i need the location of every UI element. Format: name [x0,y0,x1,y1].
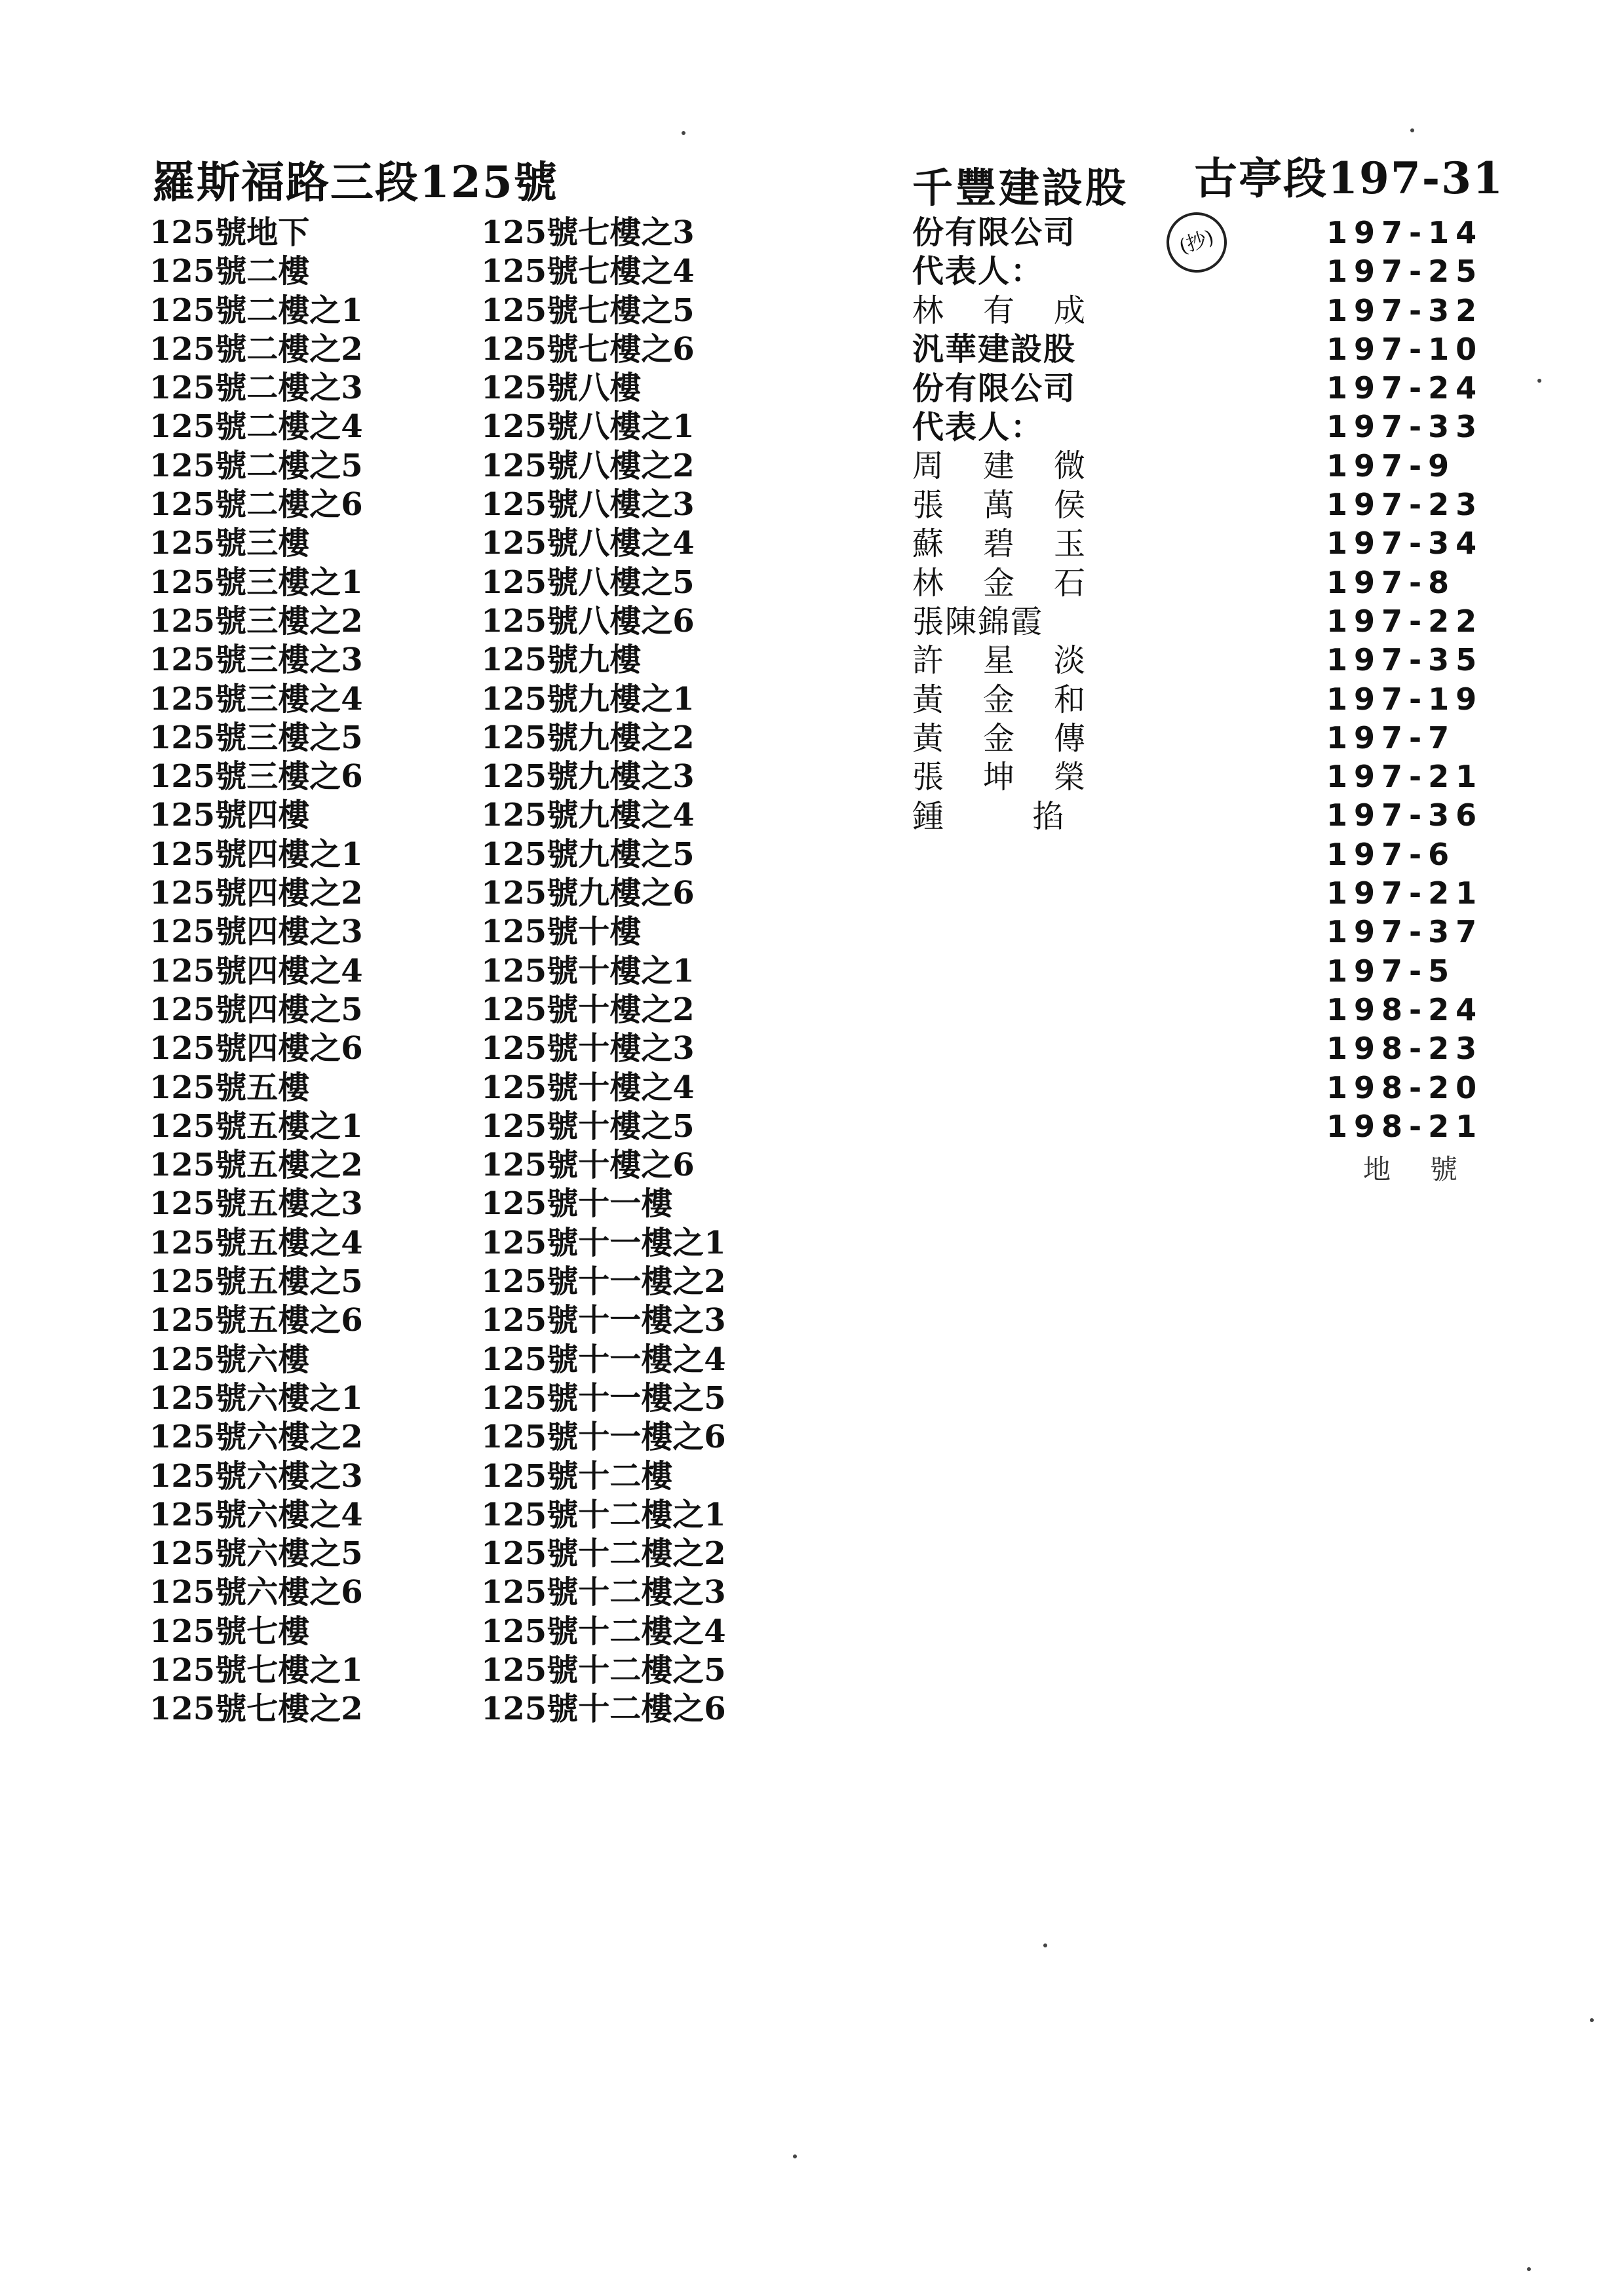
lot-number: 197-24 [1326,370,1484,406]
address-entry: 125號七樓之6 [481,330,695,368]
address-entry: 125號四樓 [149,797,310,834]
owner-line: 張陳錦霞 [912,603,1044,640]
address-entry: 125號四樓之1 [149,835,363,873]
lot-number: 198-21 [1326,1108,1484,1144]
owner-line: 林金石 [912,564,1125,602]
address-entry: 125號四樓之3 [149,913,363,951]
address-entry: 125號十二樓之1 [481,1496,726,1533]
lot-number: 197-25 [1326,254,1484,290]
address-entry: 125號十二樓之3 [481,1574,726,1611]
address-entry: 125號九樓之5 [481,835,695,873]
address-entry: 125號十樓 [481,913,642,951]
address-entry: 125號十樓之6 [481,1147,695,1184]
address-entry: 125號十一樓之6 [481,1419,726,1456]
address-entry: 125號十樓之2 [481,991,695,1028]
address-entry: 125號五樓之5 [149,1263,363,1301]
lot-number: 197-10 [1326,331,1484,367]
address-entry: 125號二樓之2 [149,330,363,368]
lot-number: 197-21 [1326,759,1484,795]
address-entry: 125號十二樓之6 [481,1691,726,1728]
address-entry: 125號七樓 [149,1613,310,1650]
address-entry: 125號二樓之1 [149,292,363,329]
address-entry: 125號九樓之2 [481,719,695,756]
address-entry: 125號五樓 [149,1069,310,1106]
company-title: 千豐建設股 [912,164,1129,212]
owner-line: 份有限公司 [912,370,1077,407]
address-entry: 125號二樓之5 [149,447,363,484]
scan-speck [682,131,685,135]
owner-line: 代表人： [912,408,1044,446]
owner-line: 許星淡 [912,642,1125,679]
owner-line: 林有成 [912,292,1125,329]
lot-number: 197-23 [1326,487,1484,523]
address-entry: 125號八樓之3 [481,486,695,524]
address-entry: 125號十二樓 [481,1457,673,1495]
lot-number: 197-19 [1326,681,1484,717]
address-entry: 125號七樓之3 [481,214,695,251]
address-entry: 125號八樓之1 [481,408,695,446]
scan-speck [1590,2018,1594,2022]
address-entry: 125號十一樓 [481,1185,673,1223]
address-entry: 125號六樓之3 [149,1457,363,1495]
lot-number: 198-23 [1326,1031,1484,1067]
address-entry: 125號五樓之3 [149,1185,363,1223]
address-entry: 125號六樓之2 [149,1419,363,1456]
lot-number: 198-20 [1326,1069,1484,1105]
owner-line: 周建微 [912,448,1125,485]
address-entry: 125號十樓之4 [481,1069,695,1106]
address-entry: 125號十一樓之4 [481,1341,726,1378]
address-entry: 125號四樓之5 [149,991,363,1028]
address-entry: 125號八樓之6 [481,602,695,640]
scan-speck [1043,1943,1047,1947]
scan-speck [1410,128,1414,132]
address-entry: 125號二樓之4 [149,408,363,446]
lot-number: 197-21 [1326,875,1484,911]
lot-number: 197-35 [1326,642,1484,678]
lot-number: 197-14 [1326,215,1484,250]
lot-number: 197-36 [1326,797,1484,833]
address-entry: 125號十二樓之4 [481,1613,726,1650]
address-entry: 125號六樓之4 [149,1496,363,1533]
address-entry: 125號九樓之1 [481,680,695,718]
owner-line: 黃金和 [912,681,1125,718]
scan-speck [1527,2267,1531,2271]
lot-number: 197-9 [1326,448,1456,484]
lot-number: 197-6 [1326,836,1456,872]
address-entry: 125號六樓之1 [149,1379,363,1417]
address-entry: 125號三樓之1 [149,564,363,601]
address-entry: 125號七樓之4 [481,253,695,290]
address-entry: 125號三樓之4 [149,680,363,718]
address-entry: 125號四樓之4 [149,952,363,989]
address-entry: 125號七樓之2 [149,1691,363,1728]
owner-line: 代表人： [912,253,1044,290]
address-entry: 125號六樓 [149,1341,310,1378]
address-entry: 125號八樓 [481,370,642,407]
address-entry: 125號二樓之3 [149,370,363,407]
address-list-column-1 [149,214,363,1729]
address-entry: 125號三樓之6 [149,758,363,795]
address-entry: 125號十一樓之3 [481,1302,726,1339]
lot-number: 197-22 [1326,603,1484,639]
address-entry: 125號三樓之3 [149,641,363,679]
lot-number: 197-37 [1326,914,1484,950]
owner-line: 份有限公司 [912,214,1077,251]
address-entry: 125號三樓之5 [149,719,363,756]
address-entry: 125號十二樓之5 [481,1651,726,1689]
lot-number: 197-5 [1326,953,1456,989]
address-entry: 125號九樓 [481,641,642,679]
address-entry: 125號五樓之1 [149,1107,363,1145]
owner-line: 張坤榮 [912,759,1125,796]
address-entry: 125號九樓之3 [481,758,695,795]
address-entry: 125號七樓之1 [149,1651,363,1689]
address-entry: 125號十二樓之2 [481,1535,726,1573]
owner-line: 鍾 掐 [912,797,1104,835]
owner-list [912,214,1125,836]
address-entry: 125號三樓 [149,525,310,562]
address-entry: 125號五樓之4 [149,1224,363,1261]
lot-number: 198-24 [1326,991,1484,1027]
address-entry: 125號九樓之4 [481,797,695,834]
address-entry: 125號八樓之4 [481,525,695,562]
address-entry: 125號四樓之6 [149,1030,363,1067]
address-list-column-2 [481,214,726,1729]
address-entry: 125號十一樓之1 [481,1224,726,1261]
owner-line: 汎華建設股 [912,331,1077,368]
address-entry: 125號六樓之6 [149,1574,363,1611]
owner-line: 黃金傳 [912,720,1125,757]
owner-line: 蘇碧玉 [912,526,1125,563]
lot-number: 197-7 [1326,719,1456,756]
address-entry: 125號十樓之3 [481,1030,695,1067]
address-entry: 125號十樓之1 [481,952,695,989]
address-entry: 125號五樓之2 [149,1147,363,1184]
owner-line: 張萬侯 [912,486,1125,524]
address-entry: 125號八樓之5 [481,564,695,601]
lot-number-list [1326,214,1483,1146]
address-entry: 125號十樓之5 [481,1107,695,1145]
copy-stamp: (抄) [1159,204,1235,280]
address-entry: 125號七樓之5 [481,292,695,329]
address-entry: 125號六樓之5 [149,1535,363,1573]
address-entry: 125號十一樓之5 [481,1379,726,1417]
address-entry: 125號三樓之2 [149,602,363,640]
address-entry: 125號五樓之6 [149,1302,363,1339]
lot-number: 197-8 [1326,564,1456,600]
address-entry: 125號四樓之2 [149,875,363,912]
scan-speck [1537,379,1541,383]
address-entry: 125號地下 [149,214,310,251]
address-entry: 125號九樓之6 [481,875,695,912]
lot-number: 197-32 [1326,292,1484,328]
address-entry: 125號二樓之6 [149,486,363,524]
address-title: 羅斯福路三段125號 [152,157,558,208]
scan-speck [793,2154,797,2158]
lot-number: 197-34 [1326,526,1484,562]
address-entry: 125號十一樓之2 [481,1263,726,1301]
land-section-title: 古亭段197-31 [1194,153,1505,204]
lot-number-footer: 地號 [1363,1153,1497,1185]
address-entry: 125號八樓之2 [481,447,695,484]
address-entry: 125號二樓 [149,253,310,290]
lot-number: 197-33 [1326,409,1484,445]
